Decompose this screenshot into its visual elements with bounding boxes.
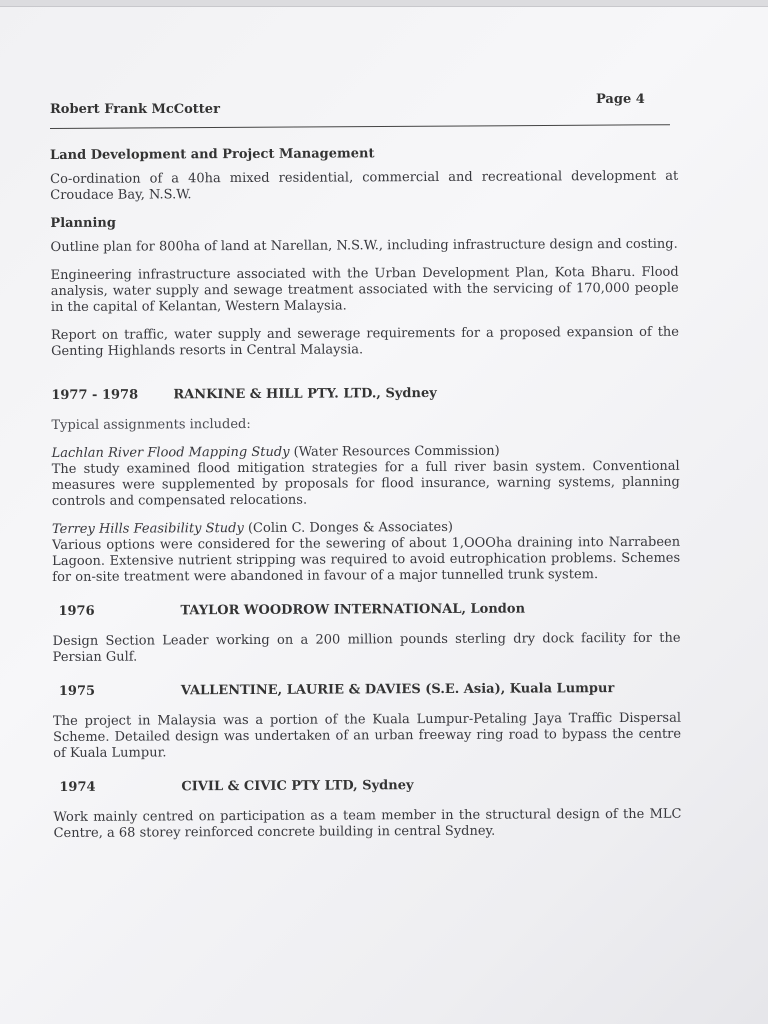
- employment-years: 1976: [58, 603, 95, 619]
- employment-entry-vallentine: [53, 681, 681, 700]
- employment-years: 1977 - 1978: [51, 387, 139, 403]
- planning-item: Outline plan for 800ha of land at Narellan, N.S.W., including infrastructure design and costing.: [50, 236, 678, 255]
- assignment-terrey-hills: [52, 519, 680, 586]
- paper-top-edge: [0, 0, 768, 7]
- employment-description: Design Section Leader working on a 200 million pounds sterling dry dock facility for the Persian Gulf.: [52, 630, 681, 665]
- header-rule: [50, 124, 670, 129]
- employment-description: Work mainly centred on participation as a team member in the structural design of the MLC Centre, a 68 storey reinforced concrete building in central Sydney.: [53, 806, 682, 841]
- header-page-number: Page 4: [596, 92, 645, 107]
- document-body: [50, 145, 682, 854]
- study-title: Terrey Hills Feasibility Study: [51, 520, 244, 537]
- study-client: (Water Resources Commission): [289, 443, 500, 460]
- employment-entry-rankine: [51, 385, 679, 404]
- employment-entry-taylor: [52, 601, 680, 620]
- employment-company: RANKINE & HILL PTY. LTD., Sydney: [173, 385, 437, 403]
- planning-item: Report on traffic, water supply and sewerage requirements for a proposed expansion of the Genting Highlands resorts in Central Malaysia.: [50, 324, 680, 359]
- employment-years: 1975: [58, 683, 96, 699]
- assignments-intro: Typical assignments included:: [51, 416, 251, 433]
- study-title: Lachlan River Flood Mapping Study: [51, 444, 290, 461]
- employment-entry-civil: [53, 777, 681, 796]
- employment-company: TAYLOR WOODROW INTERNATIONAL, London: [180, 601, 526, 619]
- header-name: Robert Frank McCotter: [50, 102, 220, 117]
- employment-description: The project in Malaysia was a portion of the Kuala Lumpur-Petaling Jaya Traffic Dispersal Scheme. Detailed design was undertaken of an urban freeway ring road to bypass the centre of Kuala Lumpur.: [52, 710, 682, 761]
- employment-company: VALLENTINE, LAURIE & DAVIES (S.E. Asia), Kuala Lumpur: [180, 681, 615, 699]
- employment-years: 1974: [59, 779, 96, 795]
- section-title-land-development: Land Development and Project Management: [50, 146, 375, 163]
- study-description: The study examined flood mitigation strategies for a full river basin system. Conventional measures were supplemented by proposals for flood insurance, warning systems, planning controls and compensated relocations.: [51, 458, 680, 509]
- study-client: (Colin C. Donges & Associates): [243, 519, 453, 536]
- assignment-lachlan: [52, 443, 680, 510]
- planning-item: Engineering infrastructure associated with the Urban Development Plan, Kota Bharu. Flood analysis, water supply and sewage treatment associated with the servicing of 170,000 people in the capital of Kelantan, Western Malaysia.: [50, 264, 679, 315]
- land-development-text: Co-ordination of a 40ha mixed residential, commercial and recreational development at Croudace Bay, N.S.W.: [50, 168, 679, 203]
- employment-company: CIVIL & CIVIC PTY LTD, Sydney: [181, 778, 414, 795]
- study-description: Various options were considered for the sewering of about 1,OOOha draining into Narrabeen Lagoon. Extensive nutrient stripping was required to avoid eutrophication problems. Schemes for on-site treatment were abandoned in favour of a major tunnelled trunk system.: [52, 534, 681, 585]
- section-title-planning: Planning: [50, 215, 116, 231]
